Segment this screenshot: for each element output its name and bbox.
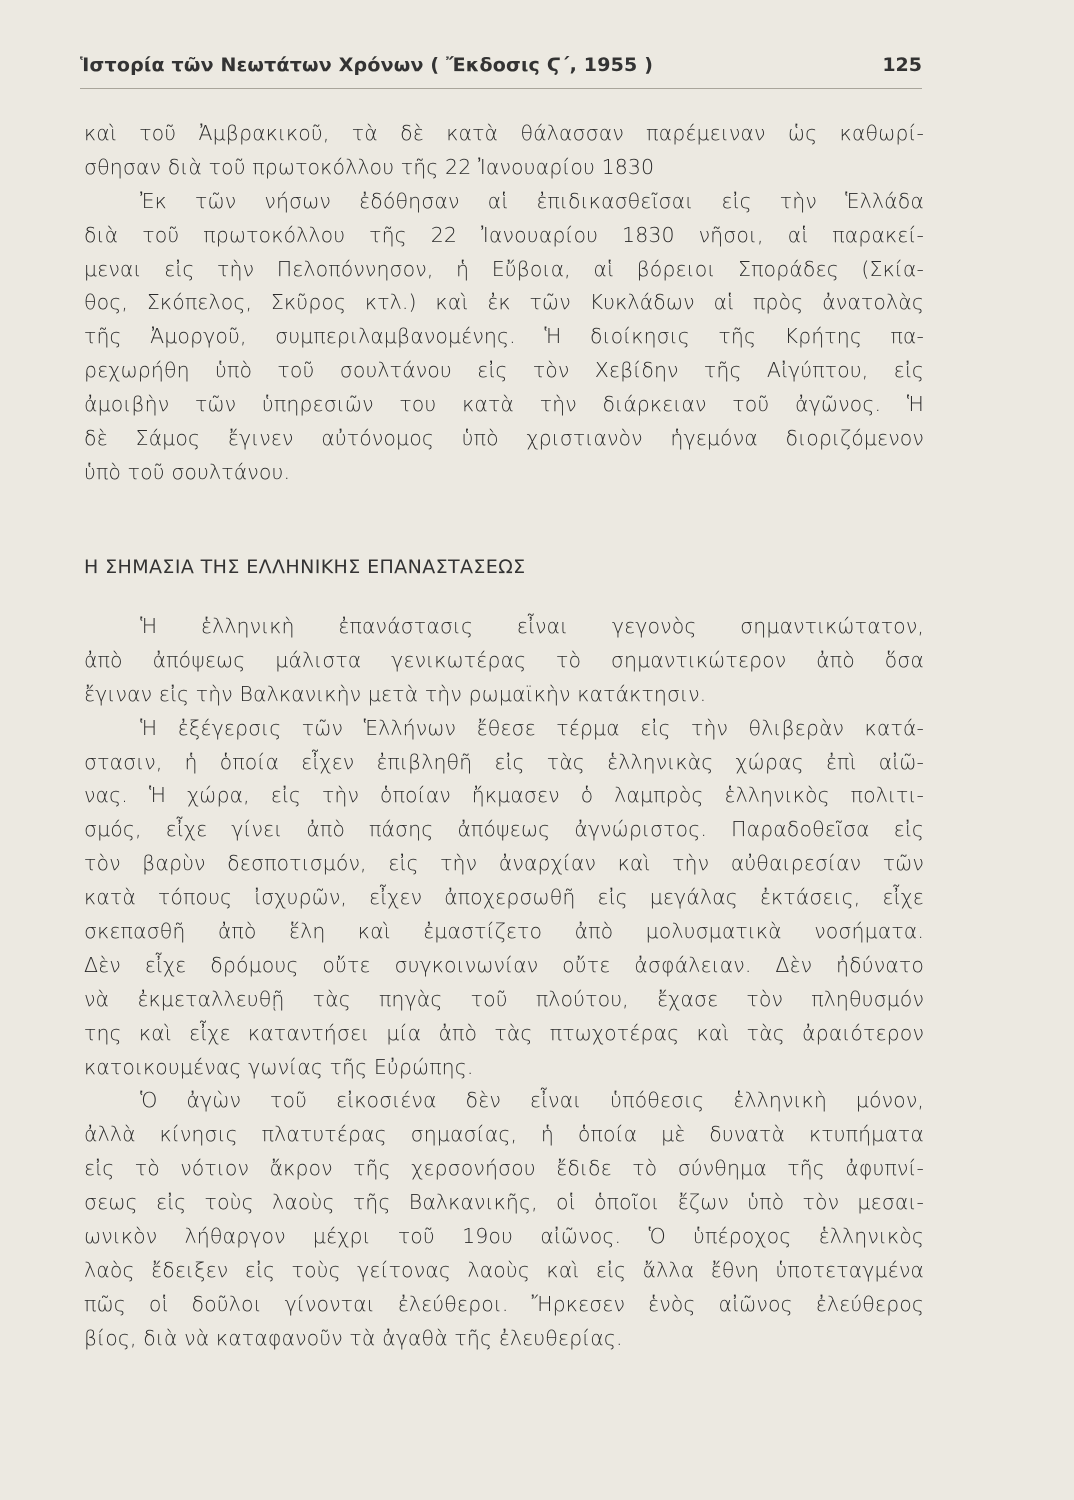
text-line: κατοικουμένας γωνίας τῆς Εὐρώπης.	[84, 1054, 474, 1079]
text-line: Ἐκ τῶν νήσων ἐδόθησαν αἱ ἐπιδικασθεῖσαι εἰς τὴν Ἑλλάδα	[140, 188, 924, 213]
page-number: 125	[882, 54, 922, 76]
text-line: καὶ τοῦ Ἀμβρακικοῦ, τὰ δὲ κατὰ θάλασσαν παρέμειναν ὡς καθωρί-	[84, 121, 924, 145]
text-line: νὰ ἐκμεταλλευθῇ τὰς πηγὰς τοῦ πλούτου, ἔχασε τὸν πληθυσμόν	[84, 986, 924, 1011]
text-line: σκεπασθῆ ἀπὸ ἕλη καὶ ἐμαστίζετο ἀπὸ μολυσματικὰ νοσήματα.	[84, 919, 924, 944]
text-line: εἰς τὸ νότιον ἄκρον τῆς χερσονήσου ἔδιδε τὸ σύνθημα τῆς ἀφυπνί-	[84, 1156, 924, 1181]
text-line: διὰ τοῦ πρωτοκόλλου τῆς 22 Ἰανουαρίου 1830 νῆσοι, αἱ παρακεί-	[84, 222, 924, 247]
paragraph-block-2	[84, 610, 924, 1356]
text-line: θος, Σκόπελος, Σκῦρος κτλ.) καὶ ἐκ τῶν Κυκλάδων αἱ πρὸς ἀνατολὰς	[84, 290, 924, 315]
text-line: Ἡ ἐξέγερσις τῶν Ἑλλήνων ἔθεσε τέρμα εἰς τὴν θλιβερὰν κατά-	[140, 715, 924, 740]
text-line: μεναι εἰς τὴν Πελοπόννησον, ἡ Εὔβοια, αἱ βόρειοι Σποράδες (Σκία-	[84, 256, 924, 281]
paragraph-block-1	[84, 117, 924, 490]
text-line: κατὰ τόπους ἰσχυρῶν, εἶχεν ἀποχερσωθῆ εἰς μεγάλας ἐκτάσεις, εἶχε	[84, 885, 924, 910]
text-line: ωνικὸν λήθαργον μέχρι τοῦ 19ου αἰῶνος. Ὁ ὑπέροχος ἑλληνικὸς	[84, 1224, 924, 1249]
section-heading: Η ΣΗΜΑΣΙΑ ΤΗΣ ΕΛΛΗΝΙΚΗΣ ΕΠΑΝΑΣΤΑΣΕΩΣ	[84, 556, 526, 578]
text-line: της καὶ εἶχε καταντήσει μία ἀπὸ τὰς πτωχοτέρας καὶ τὰς ἀραιότερον	[84, 1020, 924, 1045]
text-line: ὑπὸ τοῦ σουλτάνου.	[84, 459, 291, 484]
running-title: Ἱστορία τῶν Νεωτάτων Χρόνων ( Ἔκδοσις Ϛ΄, 1955 )	[80, 54, 654, 76]
header-rule	[80, 88, 922, 89]
text-line: στασιν, ἡ ὁποία εἶχεν ἐπιβληθῆ εἰς τὰς ἑλληνικὰς χώρας ἐπὶ αἰῶ-	[84, 749, 924, 774]
text-line: ἀλλὰ κίνησις πλατυτέρας σημασίας, ἡ ὁποία μὲ δυνατὰ κτυπήματα	[84, 1122, 924, 1147]
text-line: Δὲν εἶχε δρόμους οὔτε συγκοινωνίαν οὔτε ἀσφάλειαν. Δὲν ἠδύνατο	[84, 952, 924, 977]
text-line: δὲ Σάμος ἔγινεν αὐτόνομος ὑπὸ χριστιανὸν ἡγεμόνα διοριζόμενον	[84, 426, 924, 451]
text-line: ρεχωρήθη ὑπὸ τοῦ σουλτάνου εἰς τὸν Χεβίδην τῆς Αἰγύπτου, εἰς	[84, 358, 924, 383]
text-line: νας. Ἡ χώρα, εἰς τὴν ὁποίαν ἤκμασεν ὁ λαμπρὸς ἑλληνικὸς πολιτι-	[84, 783, 924, 808]
text-line: λαὸς ἔδειξεν εἰς τοὺς γείτονας λαοὺς καὶ εἰς ἄλλα ἔθνη ὑποτεταγμένα	[84, 1257, 924, 1282]
text-line: τὸν βαρὺν δεσποτισμόν, εἰς τὴν ἀναρχίαν καὶ τὴν αὐθαιρεσίαν τῶν	[84, 851, 924, 876]
text-line: πῶς οἱ δοῦλοι γίνονται ἐλεύθεροι. Ἤρκεσεν ἑνὸς αἰῶνος ἐλεύθερος	[84, 1291, 924, 1316]
text-line: ἔγιναν εἰς τὴν Βαλκανικὴν μετὰ τὴν ρωμαϊκὴν κατάκτησιν.	[84, 681, 707, 706]
page-header	[80, 50, 922, 86]
text-line: σμός, εἶχε γίνει ἀπὸ πάσης ἀπόψεως ἀγνώριστος. Παραδοθεῖσα εἰς	[84, 817, 924, 842]
text-line: σθησαν διὰ τοῦ πρωτοκόλλου τῆς 22 Ἰανουαρίου 1830	[84, 154, 655, 179]
text-line: σεως εἰς τοὺς λαοὺς τῆς Βαλκανικῆς, οἱ ὁποῖοι ἔζων ὑπὸ τὸν μεσαι-	[84, 1190, 924, 1215]
text-line: βίος, διὰ νὰ καταφανοῦν τὰ ἀγαθὰ τῆς ἐλευθερίας.	[84, 1325, 623, 1350]
text-line: Ὁ ἀγὼν τοῦ εἰκοσιένα δὲν εἶναι ὑπόθεσις ἑλληνικὴ μόνον,	[140, 1088, 924, 1113]
text-line: ἀπὸ ἀπόψεως μάλιστα γενικωτέρας τὸ σημαντικώτερον ἀπὸ ὅσα	[84, 647, 924, 672]
text-line: τῆς Ἀμοργοῦ, συμπεριλαμβανομένης. Ἡ διοίκησις τῆς Κρήτης πα-	[84, 324, 924, 349]
text-line: ἀμοιβὴν τῶν ὑπηρεσιῶν του κατὰ τὴν διάρκειαν τοῦ ἀγῶνος. Ἡ	[84, 392, 924, 417]
text-line: Ἡ ἑλληνικὴ ἐπανάστασις εἶναι γεγονὸς σημαντικώτατον,	[140, 614, 924, 638]
